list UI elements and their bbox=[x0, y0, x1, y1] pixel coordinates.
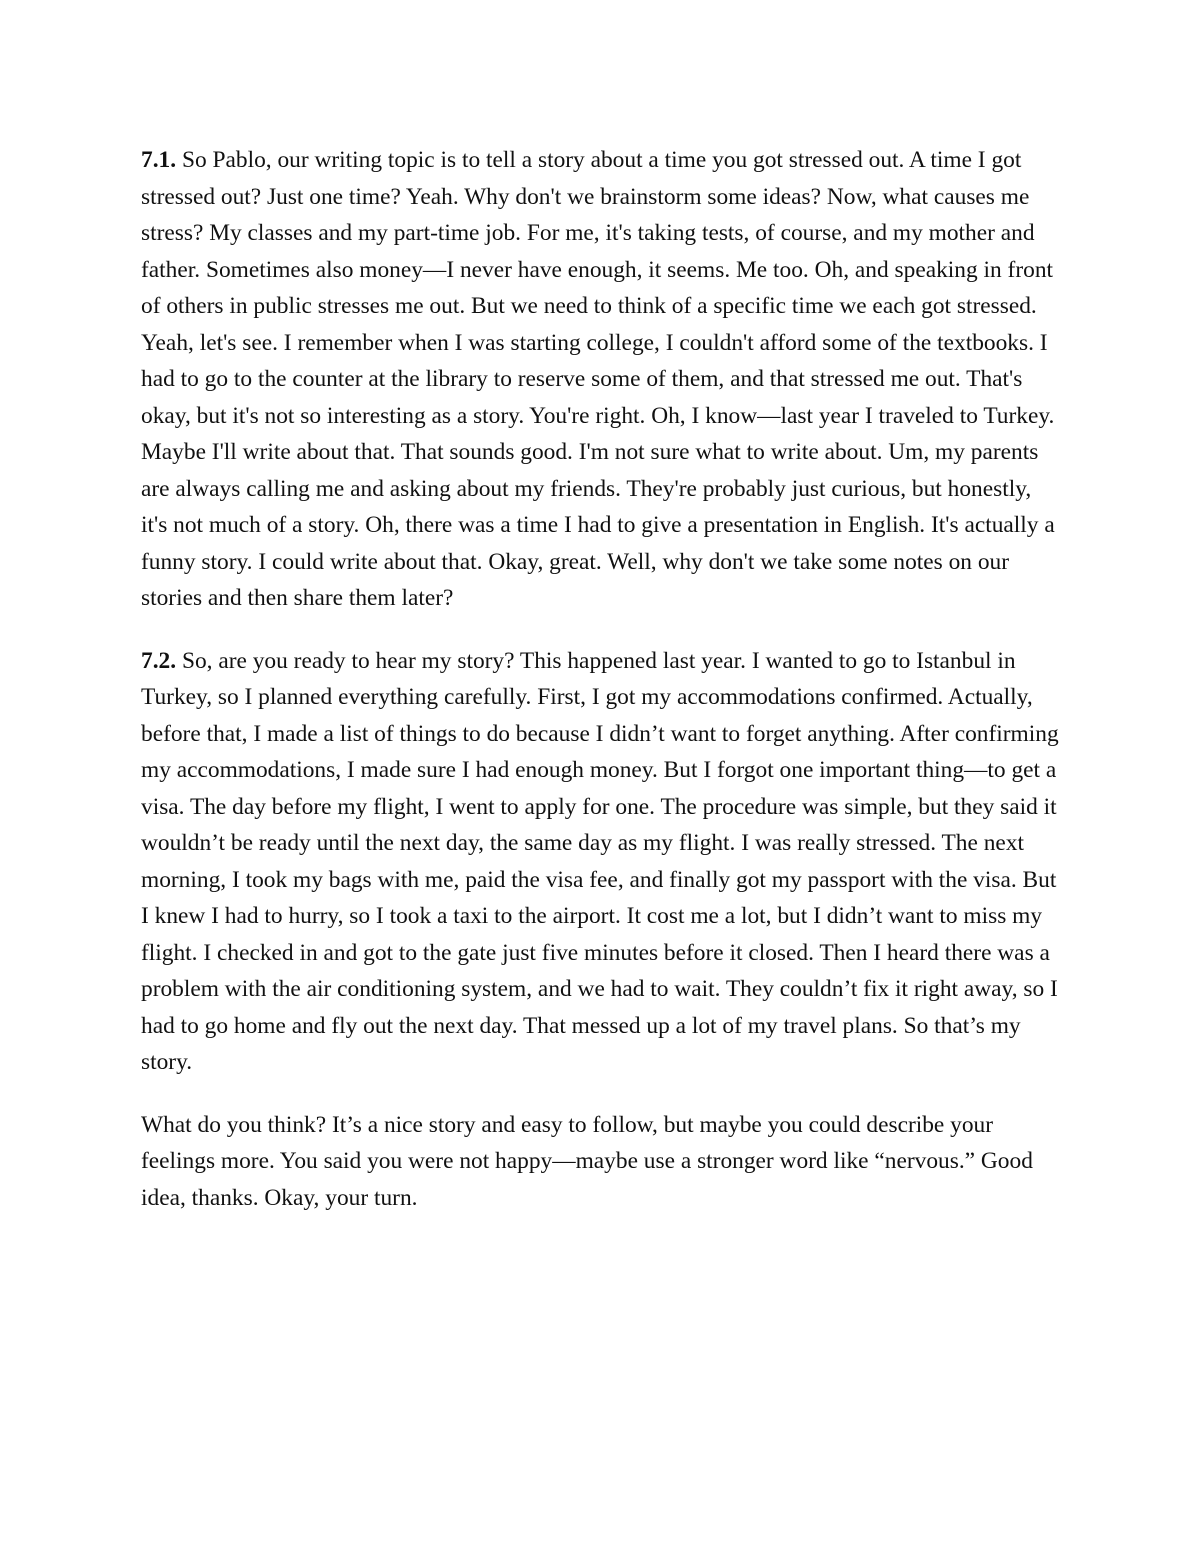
paragraph-text: What do you think? It’s a nice story and easy to follow, but maybe you could describe your feelings more. You said you were not happy—maybe use a stronger word like “nervous.” Good idea, thanks. Okay, your turn. bbox=[141, 1111, 1033, 1211]
paragraph-number: 7.1. bbox=[141, 147, 177, 173]
paragraph-7-1 bbox=[141, 142, 1061, 617]
paragraph-text: So, are you ready to hear my story? This happened last year. I wanted to go to Istanbul in Turkey, so I planned everything carefully. First, I got my accommodations confirmed. Actually, before that, I made a list of things to do because I didn’t want to forget anything. After confirming my accommodations, I made sure I had enough money. But I forgot one important thing—to get a visa. The day before my flight, I went to apply for one. The procedure was simple, but they said it wouldn’t be ready until the next day, the same day as my flight. I was really stressed. The next morning, I took my bags with me, paid the visa fee, and finally got my passport with the visa. But I knew I had to hurry, so I took a taxi to the airport. It cost me a lot, but I didn’t want to miss my flight. I checked in and got to the gate just five minutes before it closed. Then I heard there was a problem with the air conditioning system, and we had to wait. They couldn’t fix it right away, so I had to go home and fly out the next day. That messed up a lot of my travel plans. So that’s my story. bbox=[141, 647, 1059, 1075]
paragraph-feedback bbox=[141, 1107, 1061, 1217]
document-page bbox=[141, 142, 1061, 1242]
paragraph-text: So Pablo, our writing topic is to tell a story about a time you got stressed out. A time I got stressed out? Just one time? Yeah. Why don't we brainstorm some ideas? Now, what causes me stress? My classes and my part-time job. For me, it's taking tests, of course, and my mother and father. Sometimes also money—I never have enough, it seems. Me too. Oh, and speaking in front of others in public stresses me out. But we need to think of a specific time we each got stressed. Yeah, let's see. I remember when I was starting college, I couldn't afford some of the textbooks. I had to go to the counter at the library to reserve some of them, and that stressed me out. That's okay, but it's not so interesting as a story. You're right. Oh, I know—last year I traveled to Turkey. Maybe I'll write about that. That sounds good. I'm not sure what to write about. Um, my parents are always calling me and asking about my friends. They're probably just curious, but honestly, it's not much of a story. Oh, there was a time I had to give a presentation in English. It's actually a funny story. I could write about that. Okay, great. Well, why don't we take some notes on our stories and then share them later? bbox=[141, 147, 1055, 611]
paragraph-number: 7.2. bbox=[141, 647, 177, 674]
paragraph-7-2 bbox=[141, 643, 1061, 1081]
